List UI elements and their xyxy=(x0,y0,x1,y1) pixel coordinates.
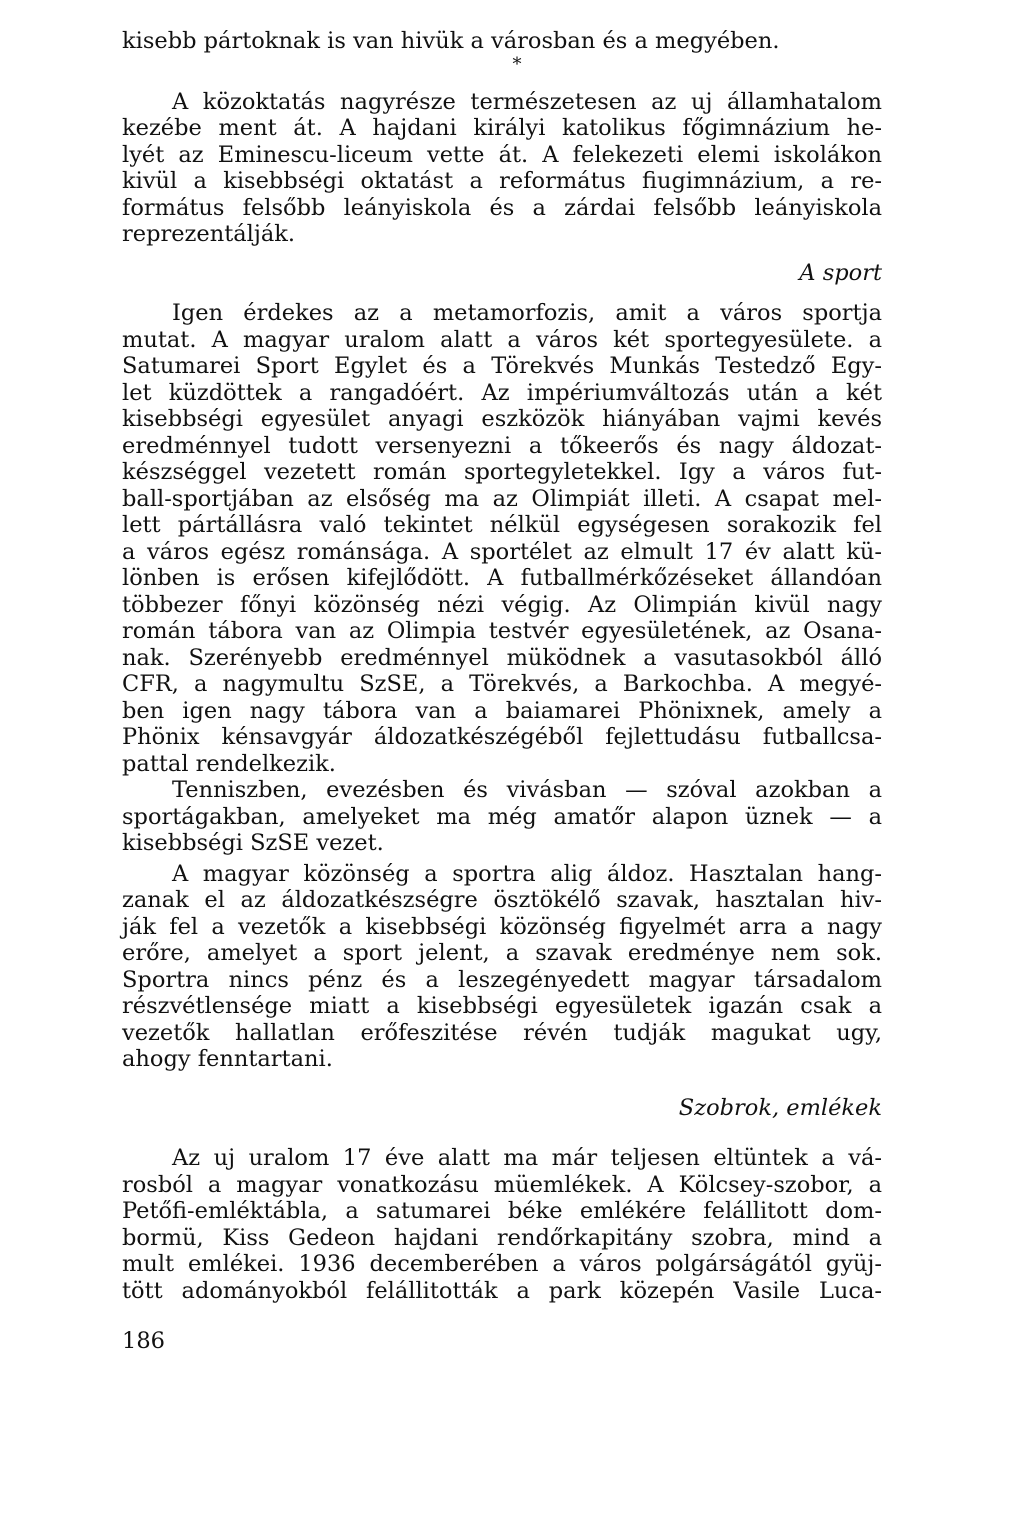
text-line: lyét az Eminescu-liceum vette át. A felekezeti elemi iskolákon xyxy=(122,141,882,168)
text-line: lett pártállásra való tekintet nélkül egységesen sorakozik fel xyxy=(122,512,882,538)
text-line: kezébe ment át. A hajdani királyi katolikus főgimnázium he- xyxy=(122,115,882,141)
text-line: kisebbségi egyesület anyagi eszközök hiányában vajmi kevés xyxy=(122,406,882,432)
text-line: Petőfi-emléktábla, a satumarei béke emlékére felállitott dom- xyxy=(122,1198,882,1224)
text-line: bormü, Kiss Gedeon hajdani rendőrkapitány szobra, mind a xyxy=(122,1224,882,1251)
text-line: ják fel a vezetők a kisebbségi közönség figyelmét arra a nagy xyxy=(122,913,882,940)
text-line: Satumarei Sport Egylet és a Törekvés Munkás Testedző Egy- xyxy=(122,353,882,379)
section-title-monuments: Szobrok, emlékek xyxy=(678,1094,882,1121)
text-line: tött adományokból felállitották a park közepén Vasile Luca- xyxy=(122,1277,882,1304)
text-line: kisebbségi SzSE vezet. xyxy=(122,830,384,856)
paragraph-monuments xyxy=(122,1145,882,1304)
text-line: román tábora van az Olimpia testvér egyesületének, az Osana- xyxy=(122,618,882,644)
text-line: a város egész románsága. A sportélet az elmult 17 év alatt kü- xyxy=(122,538,882,565)
paragraph-education xyxy=(122,89,882,248)
text-line: reprezentálják. xyxy=(122,221,296,247)
paragraph-tennis xyxy=(122,777,882,857)
text-line: lönben is erősen kifejlődött. A futballmérkőzéseket állandóan xyxy=(122,565,882,591)
section-title-sport: A sport xyxy=(799,259,882,286)
text-line: Igen érdekes az a metamorfozis, amit a város sportja xyxy=(172,300,882,326)
text-line: többezer főnyi közönség nézi végig. Az Olimpián kivül nagy xyxy=(122,591,882,618)
text-line: nak. Szerényebb eredménnyel müködnek a vasutasokból álló xyxy=(122,644,882,671)
text-line: rosból a magyar vonatkozásu müemlékek. A Kölcsey-szobor, a xyxy=(122,1171,882,1198)
paragraph-public xyxy=(122,861,882,1073)
text-line: let küzdöttek a rangadóért. Az impériumváltozás után a két xyxy=(122,379,882,406)
text-line: kivül a kisebbségi oktatást a református fiugimnázium, a re- xyxy=(122,168,882,194)
opening-line: kisebb pártoknak is van hivük a városban és a megyében. xyxy=(122,28,780,54)
text-line: erőre, amelyet a sport jelent, a szavak eredménye nem sok. xyxy=(122,940,882,966)
text-line: A közoktatás nagyrésze természetesen az uj államhatalom xyxy=(172,88,882,115)
text-line: Az uj uralom 17 éve alatt ma már teljesen eltüntek a vá- xyxy=(172,1145,882,1171)
text-line: vezetők hallatlan erőfeszitése révén tudják magukat ugy, xyxy=(122,1019,882,1046)
page-number: 186 xyxy=(122,1328,165,1354)
text-line: mult emlékei. 1936 decemberében a város polgárságától gyüj- xyxy=(122,1251,882,1277)
text-line: ahogy fenntartani. xyxy=(122,1046,333,1072)
section-separator: * xyxy=(512,53,522,75)
text-line: pattal rendelkezik. xyxy=(122,750,336,777)
text-line: zanak el az áldozatkészségre ösztökélő szavak, hasztalan hiv- xyxy=(122,887,882,913)
text-line: készséggel vezetett román sportegyletekkel. Igy a város fut- xyxy=(122,459,882,485)
text-line: CFR, a nagymultu SzSE, a Törekvés, a Barkochba. A megyé- xyxy=(122,671,882,697)
text-line: sportágakban, amelyeket ma még amatőr alapon üznek — a xyxy=(122,803,882,830)
text-line: ball-sportjában az elsőség ma az Olimpiát illeti. A csapat mel- xyxy=(122,485,882,512)
text-line: Phönix kénsavgyár áldozatkészégéből fejlettudásu futballcsa- xyxy=(122,724,882,750)
text-line: Sportra nincs pénz és a leszegényedett magyar társadalom xyxy=(122,966,882,993)
paragraph-sport xyxy=(122,300,882,777)
text-line: Tenniszben, evezésben és vivásban — szóval azokban a xyxy=(172,777,882,803)
document-page xyxy=(122,28,882,1304)
text-line: A magyar közönség a sportra alig áldoz. Hasztalan hang- xyxy=(172,860,882,887)
text-line: eredménnyel tudott versenyezni a tőkeerős és nagy áldozat- xyxy=(122,432,882,459)
text-line: ben igen nagy tábora van a baiamarei Phönixnek, amely a xyxy=(122,697,882,724)
text-line: részvétlensége miatt a kisebbségi egyesületek igazán csak a xyxy=(122,993,882,1019)
text-line: formátus felsőbb leányiskola és a zárdai felsőbb leányiskola xyxy=(122,194,882,221)
text-line: mutat. A magyar uralom alatt a város két sportegyesülete. a xyxy=(122,326,882,353)
